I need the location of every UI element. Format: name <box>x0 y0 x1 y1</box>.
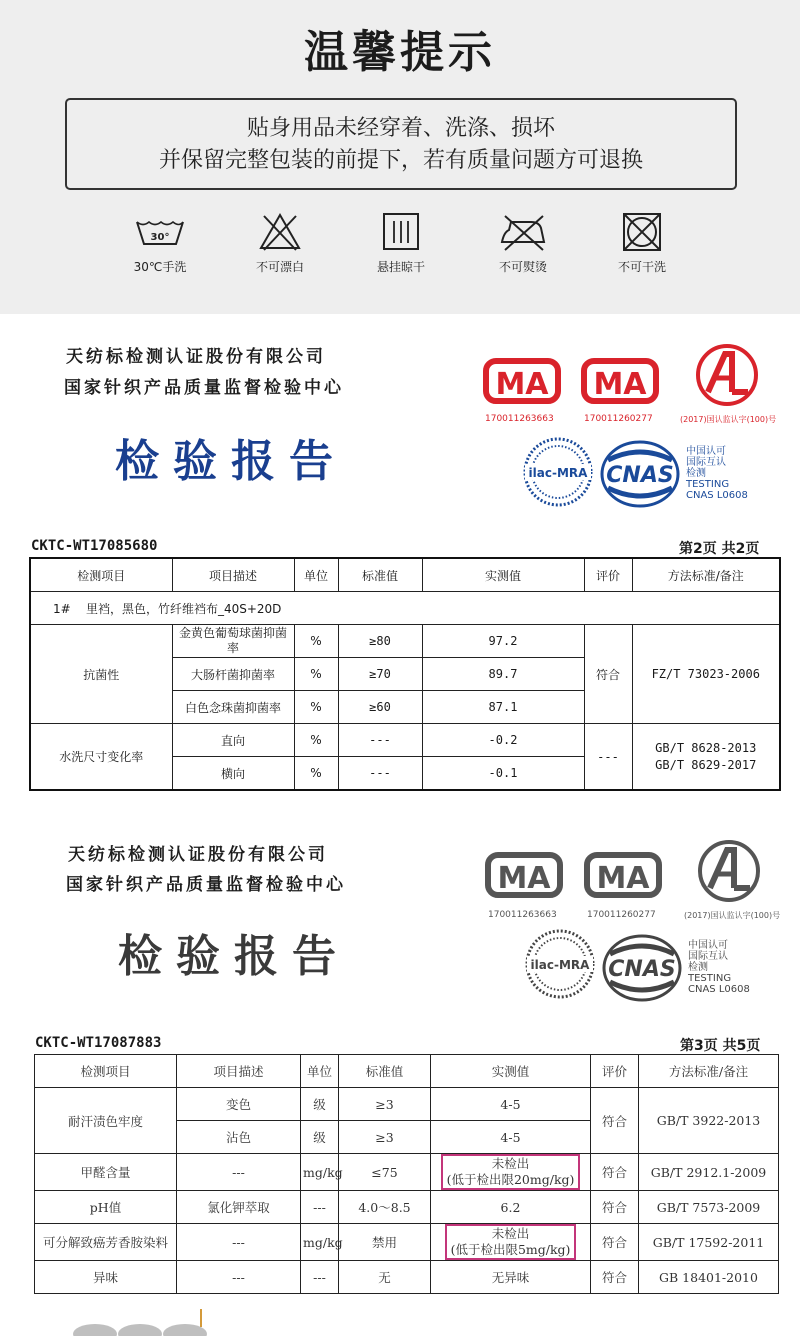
method-cell: GB 18401-2010 <box>639 1261 779 1294</box>
cnas-caption-line: 国际互认 <box>686 457 726 468</box>
desc-cell: 变色 <box>177 1088 301 1121</box>
care-item-no-dry-clean <box>582 212 702 275</box>
cal-logo-icon <box>694 838 764 904</box>
unit-cell: % <box>294 724 338 757</box>
tips-notice-box <box>65 98 737 190</box>
care-item-no-bleach <box>220 212 340 275</box>
circles-icon <box>70 1322 210 1332</box>
eval-cell: 符合 <box>584 625 632 724</box>
value-cell: 97.2 <box>422 625 584 658</box>
cma-logo-icon <box>585 852 661 900</box>
item-cell: 可分解致癌芳香胺染料 <box>35 1224 177 1261</box>
cnas-caption-line: CNAS L0608 <box>688 984 750 995</box>
cma-logo-icon <box>486 852 562 900</box>
method-cell: GB/T 2912.1-2009 <box>639 1154 779 1191</box>
cnas-text: CNAS <box>608 957 676 982</box>
std-cell: ≥80 <box>338 625 422 658</box>
table-row <box>30 625 780 658</box>
item-cell: pH值 <box>35 1191 177 1224</box>
ilac-mra-logo-icon <box>522 436 594 508</box>
cnas-caption-line: TESTING <box>686 479 730 490</box>
table-row <box>35 1224 779 1261</box>
decorative-divider <box>200 1309 202 1327</box>
desc-cell: --- <box>177 1261 301 1294</box>
sample-row <box>30 592 780 625</box>
desc-cell: --- <box>177 1154 301 1191</box>
care-label: 悬挂晾干 <box>376 260 425 274</box>
header-cell: 检测项目 <box>30 558 172 592</box>
eval-cell: 符合 <box>591 1154 639 1191</box>
unit-cell: --- <box>301 1191 339 1224</box>
org-name-line-2: 国家针织产品质量监督检验中心 <box>64 378 344 398</box>
method-line: GB/T 8628-2013 <box>655 740 757 755</box>
sample-description: 1# 里裆，黑色，竹纤维裆布_40S+20D <box>30 592 780 625</box>
header-cell: 标准值 <box>338 558 422 592</box>
cnas-caption-line: 国际互认 <box>688 951 728 962</box>
hand-wash-30-icon <box>134 212 186 252</box>
header-cell: 单位 <box>301 1055 339 1088</box>
care-item-hang-dry <box>341 212 461 275</box>
cnas-caption-line: 检测 <box>686 468 706 479</box>
table-row <box>35 1088 779 1121</box>
unit-cell: 级 <box>301 1121 339 1154</box>
cal-logo-icon <box>692 342 762 408</box>
care-item-hand-wash <box>100 212 220 275</box>
header-cell: 标准值 <box>339 1055 431 1088</box>
std-cell: ≥3 <box>339 1088 431 1121</box>
report-2-table <box>34 1054 779 1294</box>
cnas-logo-icon <box>600 440 680 508</box>
highlighted-result <box>441 1154 581 1190</box>
desc-cell: 金黄色葡萄球菌抑菌率 <box>172 625 294 658</box>
method-cell: GB/T 7573-2009 <box>639 1191 779 1224</box>
desc-cell: 白色念珠菌抑菌率 <box>172 691 294 724</box>
method-line: GB/T 8629-2017 <box>655 757 757 772</box>
table-row <box>35 1154 779 1191</box>
value-cell: 6.2 <box>431 1191 591 1224</box>
item-cell: 水洗尺寸变化率 <box>30 724 172 791</box>
result-detection-limit: (低于检出限5mg/kg) <box>450 1242 571 1257</box>
cma-code-1: 170011263663 <box>485 414 554 424</box>
eval-cell: 符合 <box>591 1191 639 1224</box>
unit-cell: % <box>294 757 338 791</box>
header-cell: 实测值 <box>431 1055 591 1088</box>
unit-cell: --- <box>301 1261 339 1294</box>
table-row <box>30 724 780 757</box>
wash-temp-badge: 30° <box>150 232 170 243</box>
cma-code-2: 170011260277 <box>587 910 656 920</box>
value-cell: 4-5 <box>431 1121 591 1154</box>
header-cell: 评价 <box>591 1055 639 1088</box>
cnas-caption-line: TESTING <box>688 973 732 984</box>
svg-text:MA: MA <box>593 367 647 402</box>
no-bleach-icon <box>254 212 306 252</box>
method-cell <box>632 724 780 791</box>
std-cell: 4.0～8.5 <box>339 1191 431 1224</box>
org-name-line-1: 天纺标检测认证股份有限公司 <box>66 347 326 367</box>
care-label: 30℃手洗 <box>133 260 187 274</box>
ilac-text: ilac-MRA <box>530 958 590 972</box>
result-line: 未检出 <box>491 1156 530 1171</box>
desc-cell: 大肠杆菌抑菌率 <box>172 658 294 691</box>
cnas-caption <box>686 446 748 501</box>
eval-cell: 符合 <box>591 1088 639 1154</box>
cnas-caption-line: 检测 <box>688 962 708 973</box>
method-cell: FZ/T 73023-2006 <box>632 625 780 724</box>
table-row <box>35 1191 779 1224</box>
warm-tips-section <box>0 0 800 314</box>
no-dry-clean-icon <box>616 212 668 252</box>
value-cell: -0.2 <box>422 724 584 757</box>
cnas-caption-line: 中国认可 <box>688 940 728 951</box>
cnas-caption <box>688 940 750 995</box>
report-page: 第3页 共5页 <box>680 1038 761 1054</box>
desc-cell: 直向 <box>172 724 294 757</box>
std-cell: --- <box>338 757 422 791</box>
cnas-caption-line: CNAS L0608 <box>686 490 748 501</box>
cnas-caption-line: 中国认可 <box>686 446 726 457</box>
desc-cell: 氯化钾萃取 <box>177 1191 301 1224</box>
decorative-circles <box>70 1317 210 1336</box>
care-label: 不可熨烫 <box>498 260 547 274</box>
std-cell: ≤75 <box>339 1154 431 1191</box>
care-item-no-iron <box>463 212 583 275</box>
std-cell: ≥60 <box>338 691 422 724</box>
desc-cell: --- <box>177 1224 301 1261</box>
value-cell: 89.7 <box>422 658 584 691</box>
unit-cell: 级 <box>301 1088 339 1121</box>
std-cell: ≥70 <box>338 658 422 691</box>
desc-cell: 沾色 <box>177 1121 301 1154</box>
tips-title: 温馨提示 <box>304 27 496 78</box>
table-header-row <box>30 558 780 592</box>
header-cell: 项目描述 <box>172 558 294 592</box>
ilac-text: ilac-MRA <box>528 466 588 480</box>
cma-logo-icon <box>582 358 658 406</box>
org-name-line-1: 天纺标检测认证股份有限公司 <box>68 845 328 865</box>
value-cell <box>431 1224 591 1261</box>
method-cell: GB/T 3922-2013 <box>639 1088 779 1154</box>
result-line: 未检出 <box>491 1226 530 1241</box>
ilac-mra-logo-icon <box>524 928 596 1000</box>
value-cell: -0.1 <box>422 757 584 791</box>
eval-cell: --- <box>584 724 632 791</box>
cma-code-1: 170011263663 <box>488 910 557 920</box>
eval-cell: 符合 <box>591 1261 639 1294</box>
header-cell: 项目描述 <box>177 1055 301 1088</box>
cma-logo-icon <box>484 358 560 406</box>
unit-cell: % <box>294 625 338 658</box>
unit-cell: % <box>294 658 338 691</box>
svg-text:MA: MA <box>495 367 549 402</box>
care-label: 不可干洗 <box>617 260 666 274</box>
tips-line-1: 贴身用品未经穿着、洗涤、损坏 <box>246 116 555 141</box>
no-iron-icon <box>497 212 549 252</box>
header-cell: 单位 <box>294 558 338 592</box>
method-cell: GB/T 17592-2011 <box>639 1224 779 1261</box>
value-cell: 4-5 <box>431 1088 591 1121</box>
cma-code-2: 170011260277 <box>584 414 653 424</box>
svg-text:MA: MA <box>497 861 551 896</box>
cal-caption: (2017)国认监认字(100)号 <box>684 911 781 920</box>
desc-cell: 横向 <box>172 757 294 791</box>
report-number: CKTC-WT17087883 <box>35 1035 162 1051</box>
report-number: CKTC-WT17085680 <box>31 538 158 554</box>
item-cell: 异味 <box>35 1261 177 1294</box>
cnas-logo-icon <box>602 934 682 1002</box>
tips-line-2: 并保留完整包装的前提下，若有质量问题方可退换 <box>158 148 643 173</box>
unit-cell: mg/kg <box>301 1224 339 1261</box>
care-label: 不可漂白 <box>255 260 304 274</box>
item-cell: 耐汗渍色牢度 <box>35 1088 177 1154</box>
report-title: 检验报告 <box>115 436 347 487</box>
result-detection-limit: (低于检出限20mg/kg) <box>446 1172 575 1187</box>
item-cell: 甲醛含量 <box>35 1154 177 1191</box>
header-cell: 实测值 <box>422 558 584 592</box>
report-title: 检验报告 <box>118 931 350 982</box>
report-1-table <box>29 557 781 791</box>
std-cell: --- <box>338 724 422 757</box>
table-header-row <box>35 1055 779 1088</box>
highlighted-result <box>445 1224 577 1260</box>
cnas-text: CNAS <box>606 463 674 488</box>
header-cell: 方法标准/备注 <box>632 558 780 592</box>
org-name-line-2: 国家针织产品质量监督检验中心 <box>66 875 346 895</box>
std-cell: ≥3 <box>339 1121 431 1154</box>
value-cell <box>431 1154 591 1191</box>
table-row <box>35 1261 779 1294</box>
value-cell: 无异味 <box>431 1261 591 1294</box>
item-cell: 抗菌性 <box>30 625 172 724</box>
eval-cell: 符合 <box>591 1224 639 1261</box>
report-page: 第2页 共2页 <box>679 541 760 557</box>
header-cell: 评价 <box>584 558 632 592</box>
std-cell: 禁用 <box>339 1224 431 1261</box>
cal-caption: (2017)国认监认字(100)号 <box>680 415 777 424</box>
std-cell: 无 <box>339 1261 431 1294</box>
header-cell: 检测项目 <box>35 1055 177 1088</box>
header-cell: 方法标准/备注 <box>639 1055 779 1088</box>
hang-dry-icon <box>375 212 427 252</box>
unit-cell: mg/kg <box>301 1154 339 1191</box>
unit-cell: % <box>294 691 338 724</box>
value-cell: 87.1 <box>422 691 584 724</box>
svg-text:MA: MA <box>596 861 650 896</box>
